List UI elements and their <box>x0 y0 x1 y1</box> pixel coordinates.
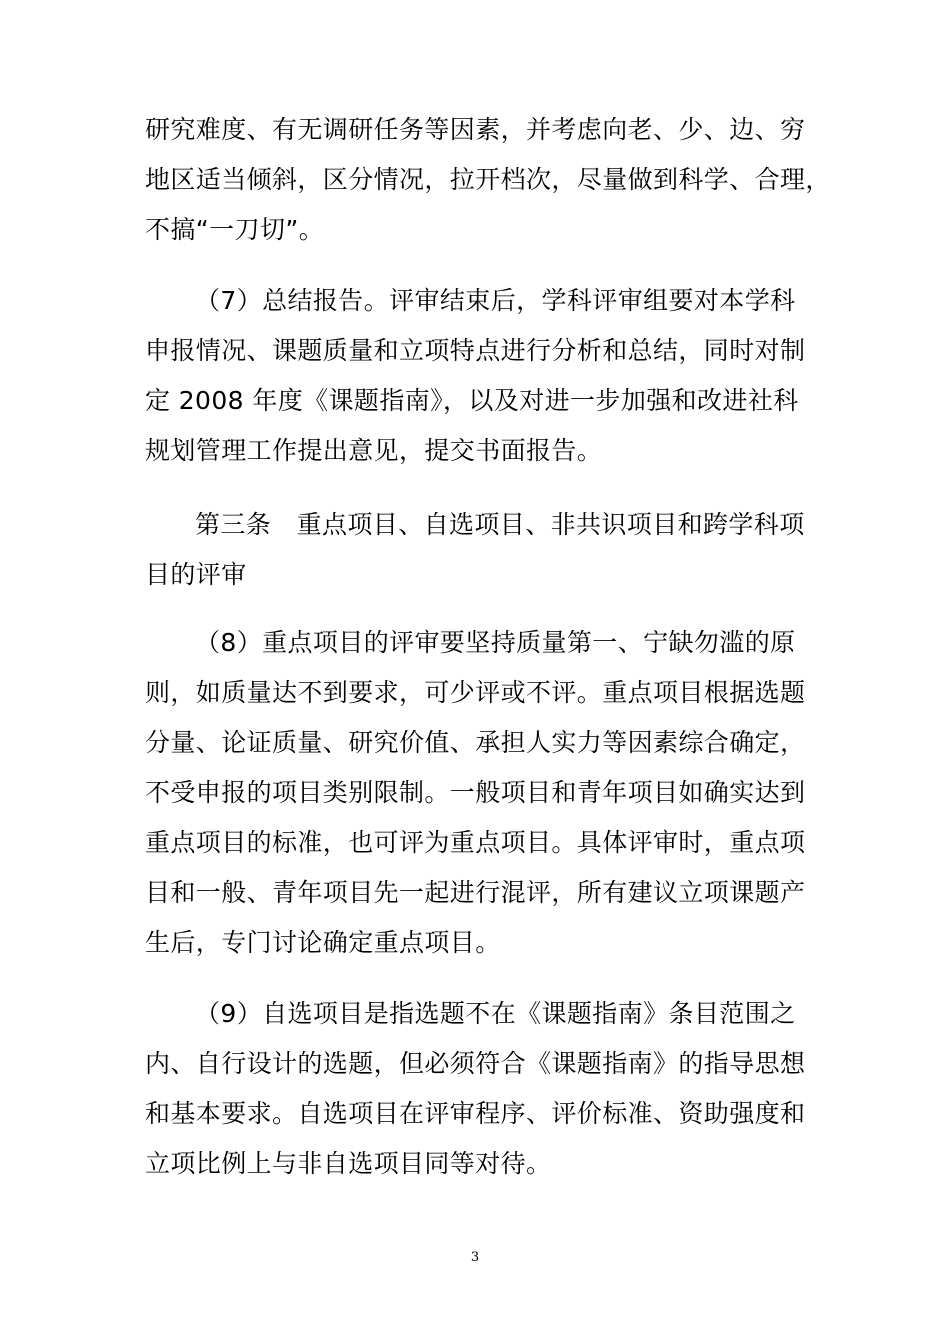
text-line: 分量、论证质量、研究价值、承担人实力等因素综合确定， <box>145 728 806 757</box>
text-line: 目和一般、青年项目先一起进行混评，所有建议立项课题产 <box>145 878 806 907</box>
text-line: 规划管理工作提出意见，提交书面报告。 <box>145 436 603 465</box>
text-line: 定 2008 年度《课题指南》，以及对进一步加强和改进社科 <box>145 386 799 415</box>
paragraph-7-first-line: （7）总结报告。评审结束后，学科评审组要对本学科 <box>195 286 796 315</box>
text-line: 地区适当倾斜，区分情况，拉开档次，尽量做到科学、合理， <box>145 165 831 194</box>
article-3-heading: 第三条 重点项目、自选项目、非共识项目和跨学科项 <box>195 510 805 539</box>
text-line: 内、自行设计的选题，但必须符合《课题指南》的指导思想 <box>145 1049 806 1078</box>
article-3-heading-continued: 目的评审 <box>145 560 247 589</box>
text-line: 重点项目的标准，也可评为重点项目。具体评审时，重点项 <box>145 828 806 857</box>
text-line: 则，如质量达不到要求，可少评或不评。重点项目根据选题 <box>145 678 806 707</box>
text-line: 不搞“一刀切”。 <box>145 215 325 244</box>
text-line: 和基本要求。自选项目在评审程序、评价标准、资助强度和 <box>145 1099 806 1128</box>
paragraph-8-first-line: （8）重点项目的评审要坚持质量第一、宁缺勿滥的原 <box>195 628 796 657</box>
text-line: 生后，专门讨论确定重点项目。 <box>145 928 501 957</box>
text-line: 不受申报的项目类别限制。一般项目和青年项目如确实达到 <box>145 778 806 807</box>
page-number: 3 <box>470 1250 480 1265</box>
text-line: 立项比例上与非自选项目同等对待。 <box>145 1149 552 1178</box>
text-line: 申报情况、课题质量和立项特点进行分析和总结，同时对制 <box>145 336 806 365</box>
text-line: 研究难度、有无调研任务等因素，并考虑向老、少、边、穷 <box>145 115 806 144</box>
paragraph-9-first-line: （9）自选项目是指选题不在《课题指南》条目范围之 <box>195 999 796 1028</box>
